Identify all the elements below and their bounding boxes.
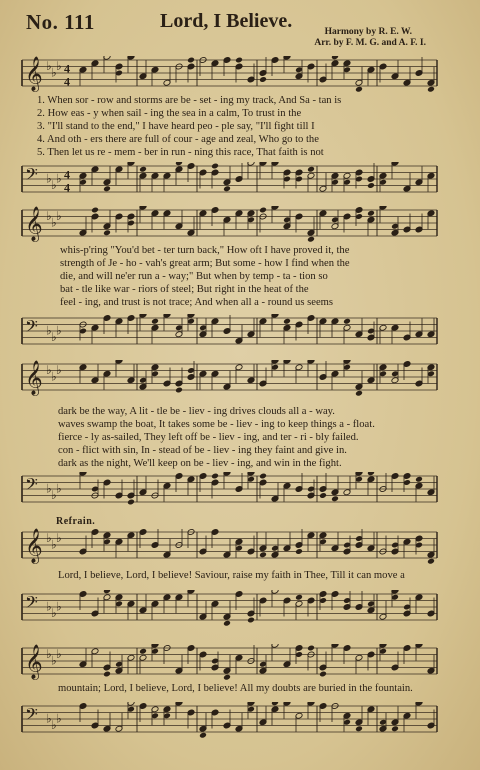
lyric-line: 5. Then let us re - mem - ber in run - ning this race, That faith is not [37, 147, 324, 158]
svg-text:♭: ♭ [56, 530, 62, 545]
svg-text:♭: ♭ [51, 653, 57, 668]
svg-text:𝄢: 𝄢 [25, 703, 38, 728]
svg-text:♭: ♭ [56, 323, 62, 338]
harmony-credit: Harmony by R. E. W. [324, 27, 412, 37]
svg-text:𝄞: 𝄞 [25, 56, 43, 92]
treble-staff [0, 206, 480, 242]
svg-text:♭: ♭ [56, 646, 62, 661]
lyric-line: fierce - ly as-sailed, They left off be - liev - ing, and ter - ri - bly failed. [58, 432, 359, 443]
svg-text:♭: ♭ [51, 329, 57, 344]
lyric-line: Lord, I believe, Lord, I believe! Saviour, raise my faith in Thee, Till it can move a [58, 570, 405, 581]
svg-text:♭: ♭ [46, 58, 52, 73]
treble-staff [0, 644, 480, 680]
svg-text:♭: ♭ [46, 711, 52, 726]
lyric-line: 3. "I'll stand to the end," I have heard peo - ple say, "I'll fight till I [37, 121, 315, 132]
svg-text:𝄞: 𝄞 [25, 206, 43, 242]
svg-text:♭: ♭ [46, 362, 52, 377]
svg-text:♭: ♭ [51, 177, 57, 192]
svg-text:♭: ♭ [51, 605, 57, 620]
svg-text:4: 4 [64, 61, 70, 76]
lyric-line: 2. How eas - y when sail - ing the sea in a calm, To trust in the [37, 108, 302, 119]
svg-text:♭: ♭ [51, 717, 57, 732]
treble-staff [0, 528, 480, 564]
svg-text:4: 4 [64, 167, 70, 182]
bass-staff [0, 314, 480, 350]
svg-text:4: 4 [64, 74, 70, 89]
svg-text:𝄞: 𝄞 [25, 644, 43, 680]
lyric-line: 1. When sor - row and storms are be - set - ing my track, And Sa - tan is [37, 95, 342, 106]
treble-staff [0, 56, 480, 92]
lyric-line: whis-p'ring "You'd bet - ter turn back," How oft I have proved it, the [60, 245, 350, 256]
bass-staff [0, 472, 480, 508]
lyric-line: dark as the night, We'll keep on be - liev - ing, and win in the fight. [58, 458, 342, 469]
svg-text:♭: ♭ [51, 65, 57, 80]
svg-text:𝄢: 𝄢 [25, 315, 38, 340]
svg-text:♭: ♭ [46, 599, 52, 614]
svg-text:♭: ♭ [56, 362, 62, 377]
lyric-line: waves swamp the boat, It takes some be - liev - ing to keep things a - float. [58, 419, 375, 430]
svg-text:♭: ♭ [46, 481, 52, 496]
svg-text:♭: ♭ [51, 487, 57, 502]
lyric-line: feel - ing, and trust is not trace; And when all a - round us seems [60, 297, 334, 308]
lyric-line: die, and will ne'er run a - way;" But when by temp - ta - tion so [60, 271, 328, 282]
hymn-title: Lord, I Believe. [160, 10, 293, 32]
svg-text:♭: ♭ [46, 646, 52, 661]
lyric-line: con - flict with sin, In - stead of be - liev - ing they faint and give in. [58, 445, 347, 456]
svg-text:𝄢: 𝄢 [25, 473, 38, 498]
lyric-line: strength of Je - ho - vah's great arm; But some - how I find when the [60, 258, 350, 269]
svg-text:4: 4 [64, 180, 70, 195]
lyric-line: 4. And oth - ers there are full of cour - age and zeal, Who go to the [37, 134, 319, 145]
svg-text:♭: ♭ [46, 208, 52, 223]
svg-text:♭: ♭ [46, 323, 52, 338]
svg-text:𝄞: 𝄞 [25, 360, 43, 396]
bass-staff [0, 590, 480, 626]
lyric-line: dark be the way, A lit - tle be - liev - ing drives clouds all a - way. [58, 406, 335, 417]
svg-text:♭: ♭ [51, 537, 57, 552]
refrain-label: Refrain. [56, 516, 96, 527]
svg-text:♭: ♭ [46, 530, 52, 545]
svg-text:𝄢: 𝄢 [25, 163, 38, 188]
lyric-line: mountain; Lord, I believe, Lord, I believe! All my doubts are buried in the fountain. [58, 683, 413, 694]
svg-text:𝄞: 𝄞 [25, 528, 43, 564]
svg-text:♭: ♭ [56, 599, 62, 614]
bass-staff [0, 702, 480, 738]
svg-text:♭: ♭ [56, 58, 62, 73]
lyric-line: bat - tle like war - riors of steel; But right in the heat of the [60, 284, 309, 295]
svg-text:𝄢: 𝄢 [25, 591, 38, 616]
svg-text:♭: ♭ [46, 171, 52, 186]
treble-staff [0, 360, 480, 396]
svg-text:♭: ♭ [51, 215, 57, 230]
svg-text:♭: ♭ [56, 711, 62, 726]
svg-text:♭: ♭ [56, 481, 62, 496]
hymn-number: No. 111 [26, 10, 95, 34]
bass-staff [0, 162, 480, 198]
svg-text:♭: ♭ [56, 171, 62, 186]
arranger-credit: Arr. by F. M. G. and A. F. I. [314, 38, 426, 48]
svg-text:♭: ♭ [51, 369, 57, 384]
svg-text:♭: ♭ [56, 208, 62, 223]
